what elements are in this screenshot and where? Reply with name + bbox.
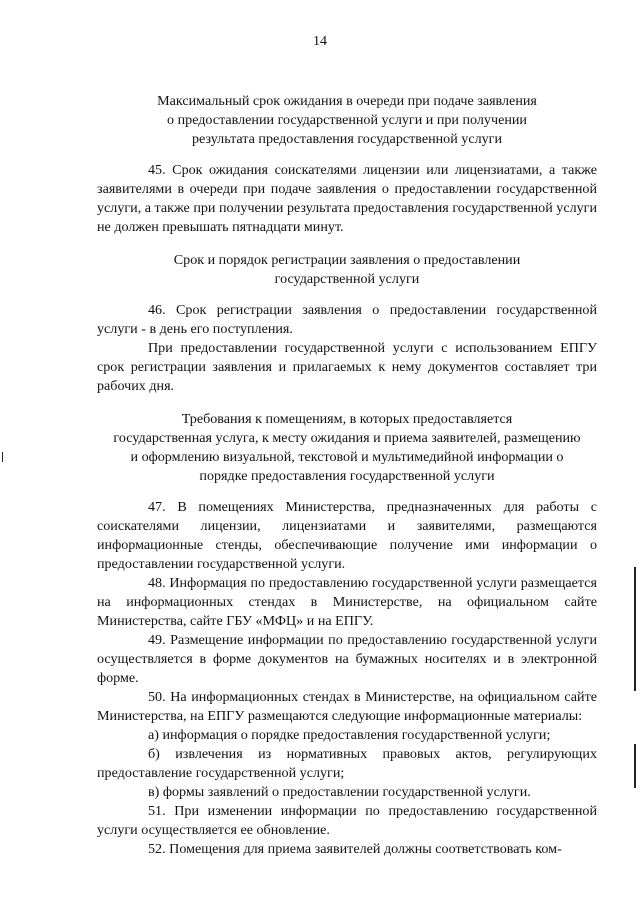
section-heading-registration xyxy=(97,251,597,289)
paragraph-50-b: б) извлечения из нормативных правовых актов, регулирующих предоставление государственной услуги; xyxy=(97,746,597,781)
section-heading-waiting-time xyxy=(97,92,597,149)
heading-line: государственной услуги xyxy=(274,271,420,287)
document-body xyxy=(97,92,597,859)
section-heading-premises xyxy=(97,410,597,486)
heading-line: результата предоставления государственной услуги xyxy=(191,131,503,147)
paragraph-epgu-registration: При предоставлении государственной услуги с использованием ЕПГУ срок регистрации заявления и прилагаемых к нему документов составляет три рабочих дня. xyxy=(97,340,597,394)
heading-line: Срок и порядок регистрации заявления о предоставлении xyxy=(173,252,521,268)
scan-edge-mark xyxy=(2,452,3,462)
paragraph-50-a: а) информация о порядке предоставления государственной услуги; xyxy=(148,727,551,743)
paragraph-48: 48. Информация по предоставлению государственной услуги размещается на информационных стендах в Министерстве, на официальном сайте Министерства, сайте ГБУ «МФЦ» и на ЕПГУ. xyxy=(97,575,597,629)
paragraph-46: 46. Срок регистрации заявления о предоставлении государственной услуги - в день его поступления. xyxy=(97,302,597,337)
page-number: 14 xyxy=(313,34,327,49)
scan-edge-mark xyxy=(634,744,636,788)
paragraph-49: 49. Размещение информации по предоставлению государственной услуги осуществляется в форме документов на бумажных носителях и в электронной форме. xyxy=(97,632,597,686)
heading-line: Максимальный срок ожидания в очереди при подаче заявления xyxy=(157,93,537,109)
heading-line: о предоставлении государственной услуги и при получении xyxy=(167,112,527,128)
paragraph-50-v: в) формы заявлений о предоставлении государственной услуги. xyxy=(148,784,531,800)
heading-line: Требования к помещениям, в которых предоставляется xyxy=(181,411,513,427)
paragraph-51: 51. При изменении информации по предоставлению государственной услуги осуществляется ее обновление. xyxy=(97,803,597,838)
paragraph-52: 52. Помещения для приема заявителей должны соответствовать ком- xyxy=(148,841,562,857)
paragraph-45: 45. Срок ожидания соискателями лицензии или лицензиатами, а также заявителями в очереди при подаче заявления о предоставлении государственной услуги, а также при получении результата предоставления государственной услуги не должен превышать пятнадцати минут. xyxy=(97,162,597,235)
scan-edge-mark xyxy=(634,567,636,691)
paragraph-50: 50. На информационных стендах в Министерстве, на официальном сайте Министерства, на ЕПГУ размещаются следующие информационные материалы: xyxy=(97,689,597,724)
paragraph-47: 47. В помещениях Министерства, предназначенных для работы с соискателями лицензии, лицензиатами и заявителями, размещаются информационные стенды, обеспечивающие получение ими информации о предоставлении государственной услуги. xyxy=(97,499,597,572)
heading-line: и оформлению визуальной, текстовой и мультимедийной информации о xyxy=(130,449,564,465)
heading-line: государственная услуга, к месту ожидания и приема заявителей, размещению xyxy=(113,430,581,446)
heading-line: порядке предоставления государственной услуги xyxy=(199,468,495,484)
